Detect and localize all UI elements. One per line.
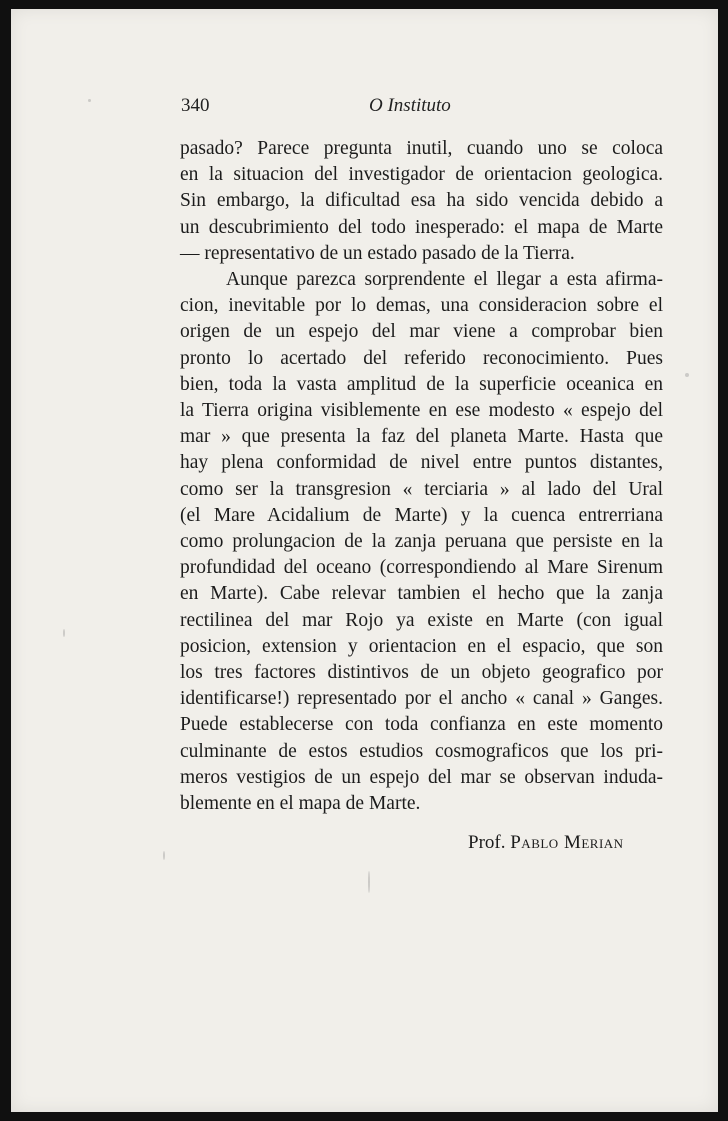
text-line: meros vestigios de un espejo del mar se observan induda- (180, 766, 663, 788)
text-line: como ser la transgresion « terciaria » al lado del Ural (180, 478, 663, 500)
text-line: Puede establecerse con toda confianza en este momento (180, 714, 663, 736)
text-line: un descubrimiento del todo inesperado: el mapa de Marte (180, 216, 663, 238)
page-number: 340 (181, 95, 210, 116)
text-line: en Marte). Cabe relevar tambien el hecho que la zanja (180, 583, 663, 605)
text-line: cion, inevitable por lo demas, una consideracion sobre el (180, 295, 663, 317)
scan-speck (63, 629, 65, 637)
author-title: Prof. (468, 832, 506, 853)
text-line: (el Mare Acidalium de Marte) y la cuenca entrerriana (180, 504, 663, 526)
author-signature (468, 832, 624, 854)
text-line: como prolungacion de la zanja peruana que persiste en la (180, 531, 663, 553)
text-line: identificarse!) representado por el ancho « canal » Ganges. (180, 688, 663, 710)
text-line: en la situacion del investigador de orientacion geologica. (180, 164, 663, 186)
text-line: profundidad del oceano (correspondiendo al Mare Sirenum (180, 557, 663, 579)
text-line: posicion, extension y orientacion en el espacio, que son (180, 635, 663, 657)
text-line: los tres factores distintivos de un objeto geografico por (180, 662, 663, 684)
text-line: culminante de estos estudios cosmograficos que los pri- (180, 740, 663, 762)
text-line: bien, toda la vasta amplitud de la superficie oceanica en (180, 373, 663, 395)
text-line: mar » que presenta la faz del planeta Marte. Hasta que (180, 426, 663, 448)
text-line: la Tierra origina visiblemente en ese modesto « espejo del (180, 400, 663, 422)
text-line: Sin embargo, la dificultad esa ha sido vencida debido a (180, 190, 663, 212)
running-title: O Instituto (369, 95, 451, 116)
scan-speck (163, 851, 165, 860)
scan-speck (88, 99, 91, 102)
text-line: pasado? Parece pregunta inutil, cuando uno se coloca (180, 138, 663, 159)
scan-speck (368, 871, 370, 893)
text-line: — representativo de un estado pasado de la Tierra. (180, 242, 575, 264)
body-text (180, 136, 663, 817)
scan-speck (685, 373, 689, 377)
paragraph-2 (180, 267, 663, 817)
page-header (11, 91, 718, 119)
text-line: Aunque parezca sorprendente el llegar a esta afirma- (226, 269, 663, 291)
author-name: Pablo Merian (510, 832, 624, 853)
page-sheet (11, 9, 718, 1112)
text-line: rectilinea del mar Rojo ya existe en Marte (con igual (180, 609, 663, 631)
text-line: pronto lo acertado del referido reconocimiento. Pues (180, 347, 663, 369)
text-line: blemente en el mapa de Marte. (180, 793, 421, 815)
text-line: origen de un espejo del mar viene a comprobar bien (180, 321, 663, 343)
paragraph-1 (180, 136, 663, 267)
text-line: hay plena conformidad de nivel entre puntos distantes, (180, 452, 663, 474)
